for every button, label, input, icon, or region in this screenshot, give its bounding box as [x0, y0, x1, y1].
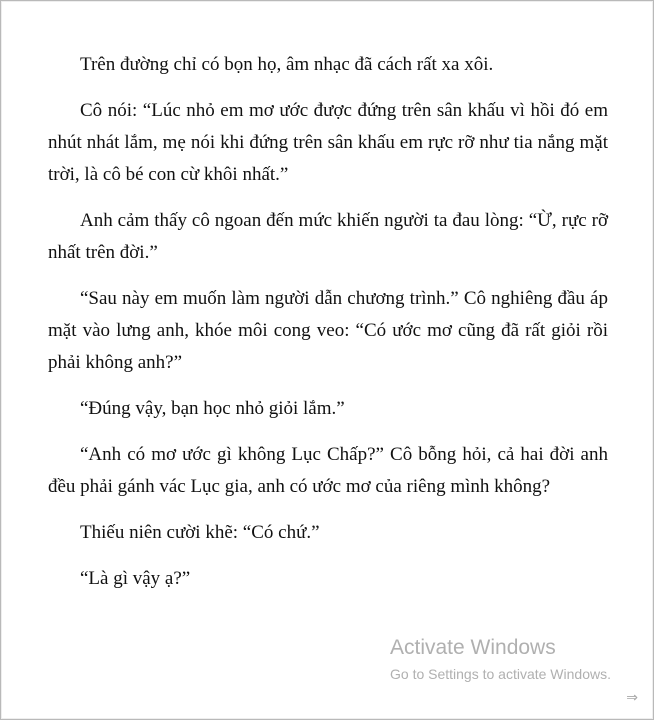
paragraph: Thiếu niên cười khẽ: “Có chứ.” — [80, 522, 320, 543]
paragraph: “Là gì vậy ạ?” — [80, 568, 191, 589]
paragraph: “Sau này em muốn làm người dẫn chương trình.” Cô nghiêng đầu áp mặt vào lưng anh, khóe môi cong veo: “Có ước mơ cũng đã rất giỏi rồi phải không anh?” — [48, 288, 608, 373]
paragraph: “Đúng vậy, bạn học nhỏ giỏi lắm.” — [80, 398, 345, 419]
paragraph: Anh cảm thấy cô ngoan đến mức khiến người ta đau lòng: “Ừ, rực rỡ nhất trên đời.” — [48, 210, 608, 263]
activate-windows-watermark — [390, 635, 611, 684]
paragraph: Cô nói: “Lúc nhỏ em mơ ước được đứng trên sân khấu vì hồi đó em nhút nhát lắm, mẹ nói khi đứng trên sân khấu em rực rỡ như tia nắng mặt trời, là cô bé con cừ khôi nhất.” — [48, 100, 608, 185]
resize-arrow-icon: ⇒ — [626, 690, 638, 706]
document-page — [48, 49, 608, 609]
paragraph: Trên đường chỉ có bọn họ, âm nhạc đã cách rất xa xôi. — [80, 54, 494, 75]
watermark-title: Activate Windows — [390, 636, 556, 659]
watermark-subtitle: Go to Settings to activate Windows. — [390, 666, 611, 682]
paragraph: “Anh có mơ ước gì không Lục Chấp?” Cô bỗng hỏi, cả hai đời anh đều phải gánh vác Lục gia, anh có ước mơ của riêng mình không? — [48, 444, 608, 497]
